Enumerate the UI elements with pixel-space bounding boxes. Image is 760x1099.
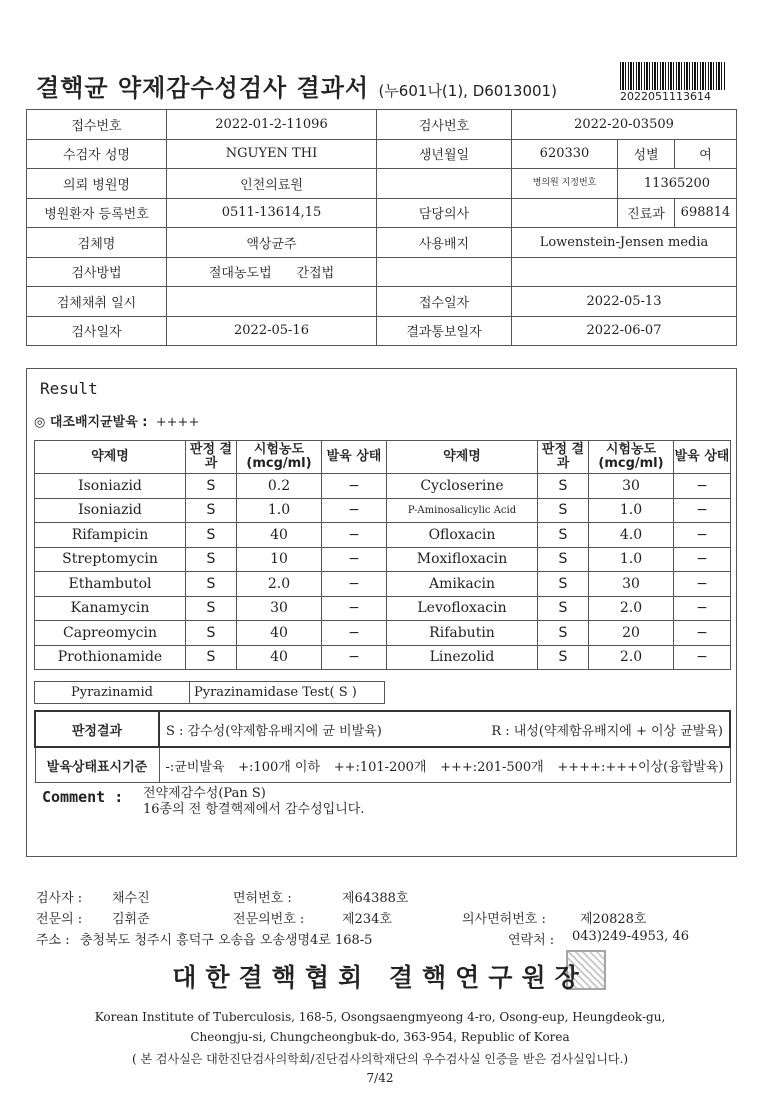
growth-plus1: +:100개 이하 [238,759,321,775]
spec-no: 제234호 [342,912,392,927]
hospital-code-label: 병의원 지정번호 [512,169,618,199]
drug-drug-l: Prothionamide [35,645,186,670]
pza-drug: Pyrazinamid [35,682,190,703]
reported-date: 2022-06-07 [512,316,737,346]
pyrazinamide-row [34,681,385,704]
tested-date: 2022-05-16 [167,316,377,346]
dept-label: 진료과 [618,198,675,228]
drug-growth-l: − [322,572,387,597]
hospital-code: 11365200 [618,169,737,199]
drug-conc-r: 30 [589,474,674,499]
drug-drug-r: Rifabutin [387,621,538,646]
exam-no-label: 검사번호 [377,110,512,140]
col-growth-left: 발육 상태 [322,441,387,474]
drug-result-r: S [538,596,589,621]
exam-no: 2022-20-03509 [512,110,737,140]
drug-conc-r: 1.0 [589,498,674,523]
judge-label: 판정결과 [35,711,159,747]
birth-label: 생년월일 [377,139,512,169]
sex-label: 성별 [618,139,675,169]
drug-growth-r: − [674,572,731,597]
growth-plus4: ++++:+++이상(융합발육) [557,759,724,775]
comment-text [143,786,364,818]
barcode [620,62,726,90]
reg-no-label: 병원환자 등록번호 [27,198,167,228]
drug-drug-l: Kanamycin [35,596,186,621]
drug-conc-l: 40 [237,523,322,548]
drug-row [35,645,731,670]
receipt-no-label: 접수번호 [27,110,167,140]
doctor-label: 담당의사 [377,198,512,228]
drug-row [35,621,731,646]
drug-growth-l: − [322,498,387,523]
specialist-label: 전문의 : [36,912,83,927]
col-growth-right: 발육 상태 [674,441,731,474]
spec-no-label: 전문의번호 : [233,912,305,927]
drug-drug-r: Amikacin [387,572,538,597]
result-title: Result [40,379,98,398]
drug-growth-r: − [674,523,731,548]
drug-conc-r: 20 [589,621,674,646]
drug-growth-l: − [322,621,387,646]
method-value [167,257,377,287]
drug-drug-r: P-Aminosalicylic Acid [387,498,538,523]
growth-criteria-label: 발육상태표시기준 [35,747,159,783]
method-absolute: 절대농도법 [208,266,272,282]
doc-license-label: 의사면허번호 : [462,912,546,927]
drug-result-l: S [186,474,237,499]
patient-info-table [26,109,737,346]
drug-drug-l: Capreomycin [35,621,186,646]
drug-result-l: S [186,572,237,597]
drug-growth-r: − [674,498,731,523]
received-date: 2022-05-13 [512,287,737,317]
col-result-right: 판정 결과 [538,441,589,474]
drug-conc-l: 10 [237,547,322,572]
tester-name: 채수진 [112,891,150,906]
growth-plus2: ++:101-200개 [333,759,427,775]
drug-drug-l: Isoniazid [35,498,186,523]
birth-date: 620330 [512,139,618,169]
drug-result-l: S [186,621,237,646]
patient-name-label: 수검자 성명 [27,139,167,169]
drug-result-r: S [538,572,589,597]
drug-drug-r: Linezolid [387,645,538,670]
sex-value: 여 [675,139,737,169]
col-conc-right: 시험농도 (mcg/ml) [589,441,674,474]
collect-value [167,287,377,317]
col-drug-left: 약제명 [35,441,186,474]
growth-criteria [159,747,730,783]
drug-drug-l: Rifampicin [35,523,186,548]
legend-table [34,710,731,783]
drug-result-r: S [538,474,589,499]
license-no: 제64388호 [342,891,409,906]
hospital-name: 인천의료원 [167,169,377,199]
drug-result-r: S [538,547,589,572]
contact-value: 043)249-4953, 46 [572,929,689,944]
contact-label: 연락처 : [508,933,555,948]
specimen-value: 액상균주 [167,228,377,258]
drug-growth-l: − [322,547,387,572]
hospital-spacer [377,169,512,199]
medium-value: Lowenstein-Jensen media [512,228,737,258]
drug-result-l: S [186,645,237,670]
drug-conc-l: 1.0 [237,498,322,523]
english-address-1: Korean Institute of Tuberculosis, 168-5, Osongsaengmyeong 4-ro, Osong-eup, Heungdeok-gu, [94,1010,666,1024]
method-spacer-2 [512,257,737,287]
col-conc-left: 시험농도 (mcg/ml) [237,441,322,474]
collect-label: 검체채취 일시 [27,287,167,317]
patient-name: NGUYEN THI [167,139,377,169]
address-label: 주소 : [36,933,70,948]
method-label: 검사방법 [27,257,167,287]
drug-drug-l: Streptomycin [35,547,186,572]
organization-name: 대한결핵협회 결핵연구원장 [172,963,588,992]
drug-conc-l: 30 [237,596,322,621]
judge-criteria [159,711,730,747]
drug-growth-l: − [322,645,387,670]
drug-growth-r: − [674,596,731,621]
method-indirect: 간접법 [296,266,335,282]
english-address-2: Cheongju-si, Chungcheongbuk-do, 363-954, Republic of Korea [190,1030,570,1044]
hospital-label: 의뢰 병원명 [27,169,167,199]
col-drug-right: 약제명 [387,441,538,474]
receipt-no: 2022-01-2-11096 [167,110,377,140]
pza-test: Pyrazinamidase Test( S ) [194,685,357,700]
received-label: 접수일자 [377,287,512,317]
drug-conc-r: 2.0 [589,596,674,621]
drug-growth-r: − [674,645,731,670]
document-code: (누601나(1), D6013001) [378,82,557,100]
drug-drug-r: Moxifloxacin [387,547,538,572]
drug-conc-r: 4.0 [589,523,674,548]
drug-row [35,596,731,621]
page-number: 7/42 [366,1071,394,1085]
certification-note: ( 본 검사실은 대한진단검사의학회/진단검사의학재단의 우수검사실 인증을 받은 검사실입니다.) [131,1052,628,1066]
drug-row [35,523,731,548]
drug-growth-l: − [322,596,387,621]
drug-conc-r: 1.0 [589,547,674,572]
drug-result-l: S [186,547,237,572]
drug-result-r: S [538,523,589,548]
comment-line-1: 전약제감수성(Pan S) [143,786,266,801]
doctor-name [512,198,618,228]
drug-row [35,474,731,499]
drug-result-l: S [186,523,237,548]
doc-license-no: 제20828호 [580,912,647,927]
drug-conc-r: 2.0 [589,645,674,670]
drug-row [35,498,731,523]
drug-growth-r: − [674,547,731,572]
drug-conc-r: 30 [589,572,674,597]
address-value: 충청북도 청주시 흥덕구 오송읍 오송생명4로 168-5 [80,933,373,948]
drug-result-table [34,440,731,670]
tested-label: 검사일자 [27,316,167,346]
drug-growth-r: − [674,621,731,646]
drug-growth-l: − [322,474,387,499]
specimen-label: 검체명 [27,228,167,258]
barcode-number: 2022051113614 [620,90,711,103]
drug-drug-l: Ethambutol [35,572,186,597]
col-result-left: 판정 결과 [186,441,237,474]
comment-line-2: 16종의 전 항결핵제에서 감수성입니다. [143,802,365,817]
drug-row [35,547,731,572]
drug-result-r: S [538,498,589,523]
dept-value: 698814 [675,198,737,228]
drug-result-l: S [186,596,237,621]
drug-result-r: S [538,621,589,646]
judge-resistant: R : 내성(약제함유배지에 + 이상 균발육) [491,723,723,739]
drug-conc-l: 0.2 [237,474,322,499]
control-growth-label: ◎ 대조배지균발육 : [34,415,148,430]
reg-no: 0511-13614,15 [167,198,377,228]
drug-growth-r: − [674,474,731,499]
drug-result-r: S [538,645,589,670]
tester-label: 검사자 : [36,891,83,906]
drug-drug-r: Levofloxacin [387,596,538,621]
document-title: 결핵균 약제감수성검사 결과서 (누601나(1), D6013001) [36,74,557,102]
growth-plus3: +++:201-500개 [440,759,544,775]
growth-none: -:균비발육 [165,759,225,775]
drug-conc-l: 40 [237,645,322,670]
drug-drug-r: Cycloserine [387,474,538,499]
drug-drug-r: Ofloxacin [387,523,538,548]
drug-row [35,572,731,597]
judge-susceptible: S : 감수성(약제함유배지에 균 비발육) [166,723,382,739]
comment-label: Comment : [42,788,124,806]
reported-label: 결과통보일자 [377,316,512,346]
medium-label: 사용배지 [377,228,512,258]
control-growth [34,411,199,430]
method-spacer [377,257,512,287]
drug-conc-l: 2.0 [237,572,322,597]
drug-drug-l: Isoniazid [35,474,186,499]
drug-result-l: S [186,498,237,523]
specialist-name: 김휘준 [112,912,150,927]
control-growth-value: ++++ [155,415,200,430]
license-label: 면허번호 : [233,891,292,906]
drug-growth-l: − [322,523,387,548]
drug-conc-l: 40 [237,621,322,646]
